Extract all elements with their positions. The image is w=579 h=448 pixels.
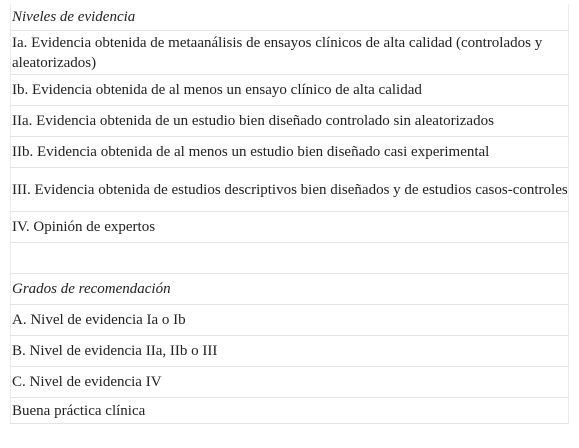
- table-row: [11, 212, 569, 243]
- level-iv: IV. Opinión de expertos: [11, 212, 569, 243]
- level-iii: III. Evidencia obtenida de estudios descriptivos bien diseñados y de estudios casos-controles: [11, 168, 569, 212]
- table-row: [11, 168, 569, 212]
- level-ib: Ib. Evidencia obtenida de al menos un ensayo clínico de alta calidad: [11, 75, 569, 106]
- grade-c: C. Nivel de evidencia IV: [11, 367, 569, 398]
- table-row: [11, 367, 569, 398]
- good-clinical-practice: Buena práctica clínica: [11, 398, 569, 424]
- grade-b: B. Nivel de evidencia IIa, IIb o III: [11, 336, 569, 367]
- table-row: [11, 336, 569, 367]
- table-row: [11, 274, 569, 305]
- table-row: [11, 106, 569, 137]
- grade-a: A. Nivel de evidencia Ia o Ib: [11, 305, 569, 336]
- table-row: [11, 4, 569, 31]
- table-row: [11, 305, 569, 336]
- level-iia: IIa. Evidencia obtenida de un estudio bien diseñado controlado sin aleatorizados: [11, 106, 569, 137]
- grades-heading: Grados de recomendación: [11, 274, 569, 305]
- level-iib: IIb. Evidencia obtenida de al menos un estudio bien diseñado casi experimental: [11, 137, 569, 168]
- table-row: [11, 398, 569, 424]
- level-ia: Ia. Evidencia obtenida de metaanálisis de ensayos clínicos de alta calidad (controlados y aleatorizados): [11, 31, 569, 75]
- levels-heading: Niveles de evidencia: [11, 4, 569, 31]
- table-row: [11, 137, 569, 168]
- table-row: [11, 75, 569, 106]
- empty-cell: [11, 243, 569, 274]
- table-row-spacer: [11, 243, 569, 274]
- evidence-levels-table: [10, 4, 569, 424]
- table-row: [11, 31, 569, 75]
